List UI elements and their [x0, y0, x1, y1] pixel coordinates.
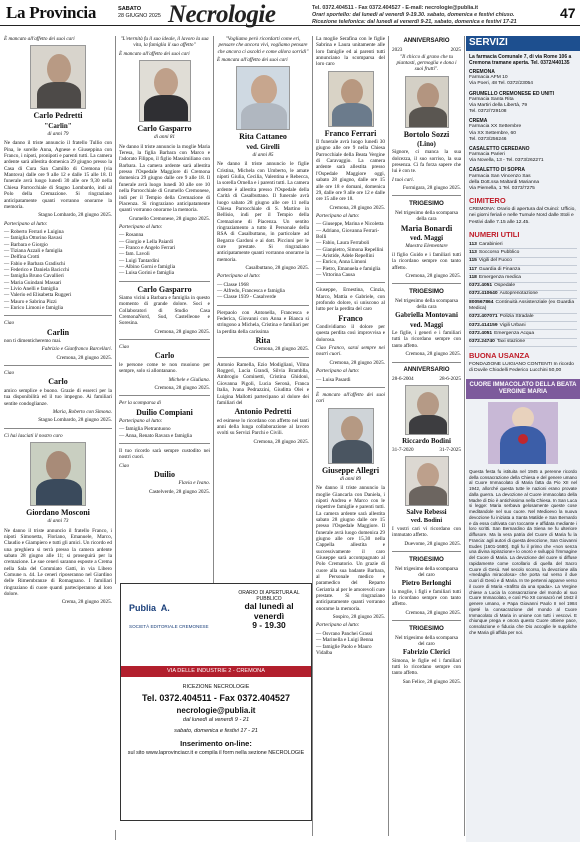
- year-right: 2025: [450, 47, 461, 54]
- participants-list: [217, 282, 309, 301]
- participant-item: — Livio Anelli e famiglia: [4, 285, 58, 292]
- column-divider: [464, 36, 465, 836]
- deceased-subname: ved. Bodini: [410, 517, 443, 525]
- notice-text: Il tuo ricordo sarà sempre custodito nei nostri cuori.: [119, 447, 210, 461]
- notice-intro: È mancato all'affetto dei suoi cari: [316, 391, 385, 405]
- services-sidebar: [466, 36, 580, 842]
- pharmacy-town: CREMONA: [469, 69, 495, 75]
- participant-item: — Fabio e Barbara Gradischi: [4, 260, 66, 267]
- pharmacy-line: Farmacia XX Settembre: [469, 124, 522, 130]
- column-2: [119, 36, 210, 497]
- portrait-photo: [405, 76, 449, 128]
- useful-number-row[interactable]: [469, 283, 577, 291]
- pharmacy-town: GRUMELLO CREMONESE ED UNITI: [469, 90, 555, 97]
- participant-item: — Aristide, Adele Repellini: [316, 252, 374, 259]
- participant-item: — Luisa Pasardi: [316, 376, 351, 383]
- notice-text: Signore, ci manca la sua dolcezza, il suo sorriso, la sua presenza. Ci fa forza sapere che lui è con te.: [392, 149, 461, 175]
- hours-label: ORARIO DI APERTURA AL PUBBLICO: [238, 590, 300, 603]
- place-date: San Felice, 28 giugno 2025.: [402, 678, 461, 685]
- pharmacy-block: [469, 167, 577, 192]
- notice-text: Simona, le figlie ed i familiari tutti lo ricordano sempre con tanto affetto.: [392, 657, 461, 677]
- participant-item: — Classe 1939 - Casalverde: [217, 294, 277, 301]
- deceased-age: di anni 89: [339, 475, 362, 482]
- place-date: Cremona, 28 giugno 2025.: [405, 351, 461, 358]
- services-intro: La farmacia Comunale 7, di via Rome 106 a Cremona tramane aperta. Tel. 0372/440135: [469, 53, 572, 66]
- deceased-name: Duilio: [154, 470, 175, 479]
- useful-number-row[interactable]: [469, 241, 577, 249]
- deceased-name: Carlo: [48, 377, 68, 387]
- deceased-nickname: "Carlin": [44, 121, 72, 130]
- phone-number: 0372.414159: [469, 322, 498, 328]
- participant-item: — famiglia Bruno Cavallieri: [4, 273, 64, 280]
- cuore-title: CUORE IMMACOLATO DELLA BEATA VERGINE MARIA: [466, 379, 580, 399]
- portrait-photo: [30, 442, 86, 506]
- notice-text: Ne danno il triste annuncio il fratello Tullio con Pina, le sorelle Anna, Agnese e Giuseppina con Franco, i nipoti, pronipoti e parenti tutti. La camera ardente sarà allestita domenica 29 giugno presso la Casa di Cura San Camillo di Cremona (via Mantova) dalle ore 9 alle 12 e dalle 15 alle 18. Il funerale avrà luogo lunedì 30 alle ore 9,30 nella Chiesa Parrocchiale di Stagno Lombardo, indi al Polo della Cremazione. Si ringraziano anticipatamente quanti vorranno onorarne la memoria.: [4, 140, 112, 210]
- contact-info: [312, 5, 557, 26]
- cuore-immacolato-box: [469, 379, 577, 636]
- opening-hours: [233, 590, 305, 630]
- address-bar: VIA DELLE INDUSTRIE 2 - CREMONA: [121, 666, 311, 677]
- notice-text: Pierpaolo con Antonella, Francesca e Federica, Giovanni con Anna e Bianca si stringono a Michela, Cristina e familiari per la perdita della carissima: [217, 309, 309, 335]
- place-date: Duevome, 28 giugno 2025.: [404, 540, 461, 547]
- notice-text: Le figlie, i generi e i familiari tutti la ricordano sempre con tanto affetto.: [392, 330, 461, 349]
- participant-item: — Fabio, Laura Ferraboli: [316, 240, 370, 247]
- participant-item: — Luisa Gorini e famiglia: [119, 270, 175, 277]
- trigesimo-title: TRIGESIMO: [409, 200, 444, 208]
- participant-item: — Giorgio e Lella Paiardi: [119, 238, 174, 245]
- pharmacy-line: Via Novella, 13 - Tel. 0373/262271: [469, 158, 544, 164]
- number-label: Vigili Urbani: [499, 322, 526, 328]
- notice-text: Siamo vicini a Barbara e famiglia in questo momento di grande dolore. Soci e Collaboratori di Studio Casa CremonaNord, Sud, Castelleone e Soresina.: [119, 295, 210, 327]
- notice-text: Ne danno il triste annuncio le figlie Cristina, Michela con Umberto, le amate nipoti Giulia, Cecilia, Valentina e Rebecca, la sorella Ornella e i parenti tutti. La camera ardente è allestita presso l'Ospedale della Carità di Casalbuttano. Il funerale avrà luogo sabato 28 giugno alle ore 11 nella Chiesa Parrocchiale di S. Martino in Bellisio, indi per il Tempio della Cremazione di Piacenza. Un sentito ringraziamento a tutto il Personale della RSA di Casalbuttano, in particolare ad Begarzo Gardoni e ai dott. Piccinni per le cure prestate. Si ringraziano anticipatamente quanti vorranno onorarne la memoria.: [217, 161, 309, 263]
- hours-days: dal lunedì al venerdì: [244, 601, 294, 621]
- notice-intro: Nel trigesimo della scomparsa del caro: [395, 634, 458, 647]
- ad-email[interactable]: necrologie@publia.it: [176, 705, 256, 715]
- place-date: Formigara, 28 giugno 2025.: [402, 185, 461, 192]
- participant-item: — Anna, Renato Ravara e famiglia: [119, 432, 192, 439]
- useful-number-row[interactable]: [469, 291, 577, 299]
- useful-number-row[interactable]: [469, 299, 577, 313]
- phone-number: 117: [469, 266, 477, 272]
- place-date: Cremona, 28 giugno 2025.: [329, 204, 385, 211]
- participant-item: — Franco e Angelo Ferrari: [119, 244, 176, 251]
- place-date: Cremona, 28 giugno 2025.: [329, 359, 385, 366]
- notice-text: La moglie Serafina con le figlie Sabrina e Laura unitamente alle loro famiglie ed ai parenti tutti annunciano la scomparsa del loro caro: [316, 36, 385, 68]
- pharmacy-line: Tel. 0373/256246: [469, 136, 507, 142]
- notice-signed: Flavia e Ivano.: [178, 480, 210, 487]
- participant-item: — Barbara e Giorgio: [4, 241, 48, 248]
- deceased-name: Carlin: [46, 327, 70, 337]
- useful-number-row[interactable]: [469, 258, 577, 266]
- deceased-name: Fabrizio Clerici: [402, 648, 451, 657]
- place-date: Sospiro, 28 giugno 2025.: [332, 614, 385, 621]
- notice-signed: Fabrizio e Gianfranco Barcellari.: [41, 346, 112, 353]
- notice-text: Giuseppe, Ernestina, Cinzia, Marco, Mattia e Gabriele, con profondo dolore, si uniscono al lutto per la perdita del caro: [316, 287, 385, 313]
- publia-logo-sub: A.: [160, 603, 170, 613]
- column-divider: [312, 36, 313, 836]
- participants-intro: Partecipano al lutto:: [316, 212, 360, 219]
- notice-text: Ne danno il triste annuncio il fratello Franco, i nipoti Simonetta, Floriano, Emanuele, Marco, Claudio e Giampiero e tutti gli amici. Un ricordo ed una preghiera si terrà presso la camera ardente sabato 28 giugno alle 11; si proseguirà per la cremazione. Le sue ceneri saranno esposte a Crema nella Sala del Commiato Gatti, in via Libero Comune n. 44. Le ceneri riposeranno nel Giardino delle Rimembranze di Romagnano. I familiari ringraziano di cuore quanti parteciperanno al loro dolore.: [4, 527, 112, 598]
- ad-body: [121, 684, 311, 757]
- pharmacy-line: della Dott.ssa Maltardi Marianna: [469, 179, 540, 185]
- ciao-label: Ciao: [119, 344, 130, 351]
- useful-number-row[interactable]: [469, 274, 577, 282]
- deceased-name: Franco: [338, 313, 363, 323]
- publia-tagline: SOCIETÀ EDITORIALE CREMONESE: [129, 624, 209, 629]
- trigesimo-title: TRIGESIMO: [409, 556, 444, 564]
- place-date: Cremona, 28 giugno 2025.: [154, 328, 210, 335]
- place-date: Castelverde, 28 giugno 2025.: [149, 488, 210, 495]
- useful-numbers-title: NUMERI UTILI: [469, 229, 520, 239]
- deceased-subname: ved. Girelli: [246, 142, 280, 151]
- participant-item: — Maria Guindani Massari: [4, 279, 62, 286]
- participant-item: — Gianpietro, Simona Repellini: [316, 246, 384, 253]
- deceased-name: Giordano Mosconi: [26, 507, 90, 517]
- phone-number: 115: [469, 258, 477, 264]
- deceased-name: Rita Cattaneo: [239, 132, 287, 142]
- participant-item: — famiglia Ottorino Ravasi: [4, 235, 63, 242]
- place-date: Cremona, 28 giugno 2025.: [253, 438, 309, 445]
- participant-item: — Mauro e Sabrina Pizzi: [4, 298, 57, 305]
- date-right: 31-7-2025: [439, 446, 461, 453]
- number-label: Vigili del Fuoco: [478, 258, 512, 264]
- deceased-name: Salve Rebessi: [406, 507, 447, 516]
- place-date: Cremona, 28 giugno 2025.: [405, 609, 461, 616]
- notice-text: le persone come te non muoiono per sempre, solo si allontanano.: [119, 361, 210, 375]
- participants-list: [119, 232, 210, 276]
- participant-item: — Luigi Tantardini: [119, 257, 160, 264]
- participants-intro: Partecipano al lutto:: [217, 273, 261, 280]
- deceased-name: Carlo Gasparro: [137, 284, 192, 294]
- useful-number-row[interactable]: [469, 314, 577, 322]
- useful-number-row[interactable]: [469, 322, 577, 330]
- deceased-name: Carlo Pedretti: [33, 111, 83, 121]
- notice-intro: Per la scomparsa di: [119, 400, 161, 407]
- date-left: 31-7-2020: [392, 446, 414, 453]
- place-date: Stagno Lombardo, 28 giugno 2025.: [38, 417, 112, 424]
- trigesimo-title: TRIGESIMO: [409, 625, 444, 632]
- pharmacy-town: CREMA: [469, 118, 488, 125]
- place-date: Crema, 28 giugno 2025.: [61, 599, 112, 606]
- contact-line-1: Tel. 0372.404511 - Fax 0372.404527 - E-mail: necrologie@publia.it: [312, 5, 479, 11]
- notice-signed: I tuoi cari.: [392, 176, 415, 183]
- pharmacy-line: Farmacia Parieri: [469, 152, 505, 157]
- anniversary-title: ANNIVERSARIO: [403, 38, 450, 44]
- pharmacy-town: CASALETTO DI SOPRA: [469, 167, 526, 174]
- ad-online-label: Inserimento on-line:: [180, 738, 252, 748]
- portrait-photo: [405, 385, 449, 435]
- pharmacy-town: CASALETTO CEREDANO: [469, 145, 530, 152]
- notice-intro: Ci hai lasciati il nostro caro: [4, 432, 63, 439]
- useful-number-row[interactable]: [469, 249, 577, 257]
- deceased-name: Carlo: [154, 351, 175, 361]
- participants-list: [4, 229, 112, 311]
- participant-item: — fam. Lavoli: [119, 251, 150, 258]
- place-date: Cremona, 28 giugno 2025.: [253, 346, 309, 353]
- notice-quote: "Vogliamo però ricordarti come eri, pensare che ancora vivi, vogliamo pensare che ancora ci ascolti e come allora sorridi": [217, 36, 309, 55]
- deceased-subname: ved. Maggi: [409, 234, 444, 243]
- buona-usanza-text: FONDAZIONE LUIGIANO CONTENTI In ricordo di Duvile Chiodelli Federico Lucchini 50,00: [469, 362, 574, 374]
- madonna-image: [488, 402, 558, 464]
- ciao-label: Ciao: [4, 370, 15, 377]
- contact-line-2: Orari sportello: dal lunedì al venerdì 9-19.30. sabato, domenica e festivi chiuso.: [312, 12, 515, 19]
- participant-item: — Albino Gorni e famiglia: [119, 263, 176, 270]
- deceased-name: Rita: [255, 336, 271, 346]
- deceased-subname: ved. Maggi: [409, 320, 444, 329]
- phone-number: 0372.4051: [469, 283, 493, 289]
- ciao-label: Ciao: [4, 320, 15, 327]
- publia-logo-text: Publia: [129, 603, 157, 613]
- pharmacy-line: Farmacia Santa Rita: [469, 96, 514, 102]
- participant-item: — famiglia Pietrantuono: [119, 426, 171, 433]
- date-label: 28 GIUGNO 2025: [118, 12, 161, 19]
- column-divider: [388, 36, 389, 836]
- day-label: SABATO: [118, 6, 142, 12]
- notice-intro: È mancato all'affetto dei suoi cari: [119, 50, 190, 57]
- participant-item: — Osvrano Panchei Grassi: [316, 630, 373, 637]
- phone-number: 800567864: [469, 299, 494, 305]
- deceased-age: di anni 85: [252, 152, 274, 159]
- page-header: [0, 0, 580, 26]
- participant-item: — Enrico, Anna Limoni: [316, 259, 367, 266]
- notice-intro: Nel trigesimo della scomparsa del caro: [395, 565, 458, 578]
- number-label: Polizia Stradale: [499, 314, 534, 320]
- place-date: Stagno Lombardo, 28 giugno 2025.: [38, 212, 112, 219]
- number-label: Continuità Assistenziale (ex Guardia Medica): [469, 299, 575, 311]
- useful-number-row[interactable]: [469, 339, 577, 347]
- deceased-name: Antonio Pedretti: [234, 407, 292, 417]
- portrait-photo: [405, 456, 449, 506]
- participants-intro: Partecipano al lutto:: [316, 368, 360, 375]
- place-date: Cremona, 28 giugno 2025.: [405, 272, 461, 279]
- deceased-name: Giuseppe Allegri: [321, 465, 380, 475]
- notice-quote: "Il chicco di grano che tu piantasti, germoglia e dona i suoi frutti".: [396, 53, 457, 73]
- notice-intro: È mancata all'affetto dei suoi cari: [217, 57, 288, 64]
- column-4: [316, 36, 385, 659]
- number-label: Guardia di Finanza: [478, 266, 521, 272]
- column-divider: [213, 36, 214, 584]
- notice-text: ed esimese lo ricordano con affetto nei tanti anni della lunga collaborazione al lavoro svolti su Servizi Parchi e Civili.: [217, 417, 309, 437]
- participant-item: — Valerio ed Elisabetta Ruggeri: [4, 292, 72, 299]
- notice-signed: Maria, Roberto con Simona.: [52, 408, 112, 415]
- pharmacy-block: [469, 69, 577, 88]
- notice-intro: Nel trigesimo della scomparsa della cara: [395, 297, 458, 311]
- cuore-text: Questa festa fu istituita nel 1945 a perenne ricordo della consacrazione della Chiesa e del genere umano al Cuore Immacolato di Maria fatta da Pio XII nel 1942, allorché questa tutte le nazioni erano provate dalla guerra. La devozione al Cuore immacolato della Madre di Dio è antichissima nella Chiesa. In San Luca si legge: Maria serbava gelosamente queste cose meditandole nel suo cuore. Nel Medioevo la nuova devozione fu iniziata a Santa Matilde e San Bernardo e da essa coltivata con toccante e affidata mediante i loro scritti. San Bernardino da Siena ne fu ulteriore diffusore. Ma la vera patria del Cuore di Maria fu la Francia: agli autori di questa devozione, San Giovanni Eudes (1601-1680). Egli fu il primo che «non senza una divina ispirazione» lo onorò e sviluppò l'immagine del Cuore di Maria. La devozione del cuore si diffuse rapidamente come corollario di quella del Sacro Cuore di Gesù. Nel secolo scorso, la devozione alla «medaglia miracolosa» che porta sul verso il due cuori di Gesù e di Maria. In tre pertenni apparve verso il cuore di Maria «trafitto da una spada». La Vergine chiese a Lucia la consacrazione del mondo al suo Cuore Immacolato, e così Pio XII consacrò nel 1942 il genere umano, e Papa Giovanni Paolo II nel 1984 ripeté la consacrazione del mondo al Cuore Immacolato di Maria in unione con tutti i vescovi. E chiunque prega e onora questo Cuore ottiene pace, consolazione e fiducia che Dio accoglie le suppliche che Maria gli affida per noi.: [469, 468, 577, 635]
- participant-item: — Tiziana Azzali e famiglia: [4, 247, 63, 254]
- notice-quote: "L'eternità fu il suo ideale, il lavoro la sua vita, la famiglia il suo affetto": [120, 36, 209, 49]
- notice-text: Antonio Ramella, Ezio Modigliani, Vilma Roggeri, Lucia Grandi, Silvia Bramblla, Ambrogio Cominetti, Cristina Ghidoni, Giovanna Pigoli, Lucia Seronà, Franca Italia, Ivana Pedrazzini, Giuditta Olei e Luigina Mallotti partecipano al dolore dei familiari del: [217, 361, 309, 406]
- pharmacy-line: Tel. 0372/729108: [469, 109, 507, 114]
- publia-advertisement[interactable]: [120, 583, 312, 821]
- phone-number: 113: [469, 241, 477, 247]
- ad-heading: RICEZIONE NECROLOGIE: [182, 684, 250, 690]
- pharmacy-line: Via XX Settembre, 60: [469, 130, 516, 136]
- phone-number: 113: [469, 249, 477, 255]
- portrait-photo: [328, 71, 374, 127]
- notice-text: Ne danno il triste annuncio la moglie Maria Teresa, la figlia Barbara con Marco e l'adorato Filippo, il figlio Massimiliano con Barbara. La camera ardente sarà allestita presso l'Ospedale Maggiore di Cremona domenica 29 giugno dalle ore 9 alle 18. Il funerale avrà luogo lunedì 30 alle ore 10 nella Parrocchiale di Grumello Cremonese, indi per il Tempio della Cremazione di Piacenza. Si ringraziano anticipatamente quanti vorranno onorarne la memoria.: [119, 143, 210, 214]
- portrait-photo: [30, 45, 86, 109]
- notice-intro: È mancato all'affetto dei suoi cari: [4, 36, 75, 42]
- participant-item: — Vittorina Causa: [316, 271, 355, 278]
- pharmacy-line: Farmacia San Vincenzo Sas: [469, 173, 531, 179]
- participants-intro: Partecipano al lutto:: [316, 622, 360, 629]
- notice-text: Il funerale avrà luogo lunedì 30 giugno alle ore 9 nella Chiesa Parrocchiale della Beata Vergine di Caravaggio. La camera ardente sarà allestita presso l'Ospedale Maggiore oggi, sabato 28 giugno, dalle ore 15 alle ore 18 e domani, domenica 29, dalle ore 9 alle ore 12 e dalle ore 15 alle ore 18.: [316, 139, 385, 203]
- participants-intro: Partecipano al lutto:: [4, 220, 48, 227]
- portrait-photo: [328, 408, 374, 464]
- deceased-name: Franco Ferrari: [324, 128, 377, 138]
- deceased-name: Duilio Compiani: [136, 407, 193, 417]
- deceased-age: di anni 81: [153, 134, 176, 141]
- publia-logo: [129, 596, 170, 617]
- notice-text: non ti dimenticheremo mai.: [4, 338, 62, 345]
- notice-signed: Ciao Franco, sarai sempre nei nostri cuori.: [316, 345, 385, 358]
- phone-number: 0372.407071: [469, 314, 498, 320]
- notice-text: il figlio Guido e i familiari tutti la ricordano sempre con tanto affetto.: [392, 251, 461, 271]
- participants-list: [316, 221, 385, 278]
- pharmacy-line: Farmacia AFM 10: [469, 75, 508, 81]
- date-left: 28-6-2004: [392, 375, 414, 382]
- deceased-name: Bortolo Sozzi: [403, 129, 450, 139]
- useful-number-row[interactable]: [469, 330, 577, 338]
- notice-text: I vostri cari vi ricordano con immutato affetto.: [392, 526, 461, 539]
- number-label: Emergenza medica: [478, 274, 522, 280]
- pharmacy-line: Via Piemella, 1 Tel. 0373/7275: [469, 185, 535, 191]
- participant-item: — Adriano, Giovanna Ferrari-Bolli: [316, 227, 380, 240]
- participant-item: — Classe 1968: [217, 281, 249, 288]
- participant-item: — Delfina Crotti: [4, 254, 40, 261]
- notice-text: Condividiamo il dolore per questa perdita così improvvisa e dolorosa.: [316, 324, 385, 343]
- ciao-label: Ciao: [119, 462, 130, 469]
- section-title: Necrologie: [168, 1, 276, 28]
- participant-item: — Giuseppe, Marina e Nicoletta: [316, 221, 384, 228]
- portrait-photo: [236, 66, 290, 130]
- participant-item: — famiglie Paolo e Mauro Vidalba: [316, 643, 372, 656]
- pharmacy-block: [469, 118, 577, 143]
- participant-item: — Pietro, Emanuela e famiglia: [316, 265, 381, 272]
- participant-item: — Marinella e Luigi Benna: [316, 637, 374, 644]
- page-number: 47: [560, 5, 576, 21]
- participants-list: [119, 426, 210, 439]
- anniversary-dates: [392, 376, 461, 382]
- place-date: Cremona, 28 giugno 2025.: [56, 354, 112, 361]
- deceased-name: Riccardo Bodini: [402, 437, 451, 446]
- column-1: [4, 36, 112, 608]
- participants-intro: Partecipano al lutto:: [119, 223, 163, 230]
- notice-text: Ne danno il triste annuncio la moglie Giancarla con Daniela, i nipoti Andrea e Marco con le rispettive famiglie e parenti tutti. La camera ardente sarà allestita sabato 28 giugno dalle ore 15 presso l'Ospedale Maggiore. Il funerale avrà luogo domenica 29 giugno alle ore 15,30 nella Cappella allestita e successivamente il caro Giuseppe sarà accompagnato al Polo Crematorio. Un grazie di cuore alla sua badante Barbara, al Personale medico e paramedico del Reparto Geriatria al per le amorevoli cure prestate. Si ringraziano anticipatamente quanti vorranno onorarne la memoria.: [316, 485, 385, 612]
- cemetery-text: CREMONA: Orario di apertura dal Ouinci: Ufficio, nei giorni feriali e nelle Tumule Nord dalle Stoli e Festivi dalle 7.15 alle 12.45.: [469, 207, 576, 225]
- notice-intro: Nel trigesimo della scomparsa della cara: [395, 210, 458, 223]
- phone-number: 118: [469, 274, 477, 280]
- newspaper-logo[interactable]: La Provincia: [6, 3, 97, 22]
- deceased-name: Carlo Gasparro: [137, 124, 192, 134]
- participants-intro: Partecipano al lutto:: [119, 417, 163, 424]
- deceased-name: Maria Bonardi: [400, 223, 453, 233]
- participant-item: — Rosanna: [119, 232, 144, 239]
- notice-signed: Michele e Giuliana.: [168, 376, 210, 383]
- participant-item: — Roberto Ferrari e Luigina: [4, 228, 64, 235]
- deceased-nickname: (Lino): [417, 140, 436, 149]
- place-date: Cremona, 28 giugno 2025.: [154, 384, 210, 391]
- participants-list: [316, 631, 385, 656]
- deceased-age: di anni 79: [47, 131, 69, 138]
- column-divider: [115, 830, 116, 840]
- number-label: Ospedale: [494, 283, 516, 289]
- date-right: 28-6-2025: [439, 375, 461, 382]
- participant-item: — Enrico Limoni e famiglia: [4, 305, 64, 312]
- hours-time: 9 - 19.30: [252, 619, 286, 630]
- ad-hours-1: dal lunedì al venerdì 9 - 21: [182, 717, 250, 724]
- pharmacy-line: Via Poeri, 48 Tel. 0372/23054: [469, 81, 533, 87]
- portrait-photo: [139, 60, 191, 122]
- anniversary-title: ANNIVERSARIO: [403, 366, 450, 373]
- participants-list: [316, 377, 385, 383]
- place-date: Grumello Cremonese, 28 giugno 2025.: [129, 215, 210, 222]
- column-3: [217, 36, 309, 447]
- cemetery-title: CIMITERO: [469, 195, 506, 205]
- year-left: 2023: [392, 47, 403, 54]
- participant-item: — Federico e Daniela Bacicchi: [4, 266, 70, 273]
- pharmacy-list: [469, 69, 577, 192]
- deceased-name: Pietro Berlonghi: [401, 579, 452, 588]
- date-block: [118, 6, 161, 20]
- column-5: [392, 36, 461, 687]
- riccardo-dates: [392, 447, 461, 453]
- services-title: SERVIZI: [466, 36, 580, 51]
- ad-hours-2: sabato, domenica e festivi 17 - 21: [174, 728, 258, 735]
- ad-online-text[interactable]: sul sito www.laprovinciacr.it e compila il form nella sezione NECROLOGIE: [127, 750, 305, 757]
- phone-number: 0372.4051: [469, 330, 493, 336]
- notice-text: la moglie, i figli e familiari tutti lo ricordano sempre con tanto affetto.: [392, 588, 461, 608]
- deceased-age: di anni 73: [47, 518, 69, 525]
- phone-number: 0372.410640: [469, 291, 498, 297]
- deceased-name: Gabriella Montovani: [395, 311, 458, 320]
- number-label: Autoprenotazione: [499, 291, 538, 297]
- pharmacy-line: Via Martiri della Libertà, 79: [469, 102, 528, 108]
- deceased-title: Maestra Elementare: [405, 243, 448, 250]
- pharmacy-block: [469, 91, 577, 116]
- contact-line-3: Ricezione telefonica: dal lunedì al venerdì 9-21, sabato, domenica e festivi 17-21: [312, 19, 517, 26]
- phone-number: 0372.24740: [469, 339, 495, 345]
- useful-numbers-list: [469, 241, 577, 347]
- participant-item: — Alfredo, Francesca e famiglia: [217, 287, 285, 294]
- ad-phone[interactable]: Tel. 0372.404511 - Fax 0372.404527: [142, 692, 290, 703]
- notice-text: amico semplice e buono. Grazie di esserci per la tua disponibilità ed il tuo impegno. Ai familiari sentite condoglianze.: [4, 387, 112, 407]
- place-date: Casalbuttano, 28 giugno 2025.: [245, 264, 309, 271]
- number-label: Emergenza Acqua: [494, 330, 535, 336]
- buona-usanza-title: BUONA USANZA: [469, 350, 530, 360]
- number-label: Soccorso Pubblico: [478, 249, 520, 255]
- pharmacy-block: [469, 146, 577, 165]
- useful-number-row[interactable]: [469, 266, 577, 274]
- trigesimo-title: TRIGESIMO: [409, 288, 444, 296]
- number-label: Carabinieri: [478, 241, 503, 247]
- number-label: Taxi stazione: [496, 339, 526, 345]
- column-divider: [115, 36, 116, 584]
